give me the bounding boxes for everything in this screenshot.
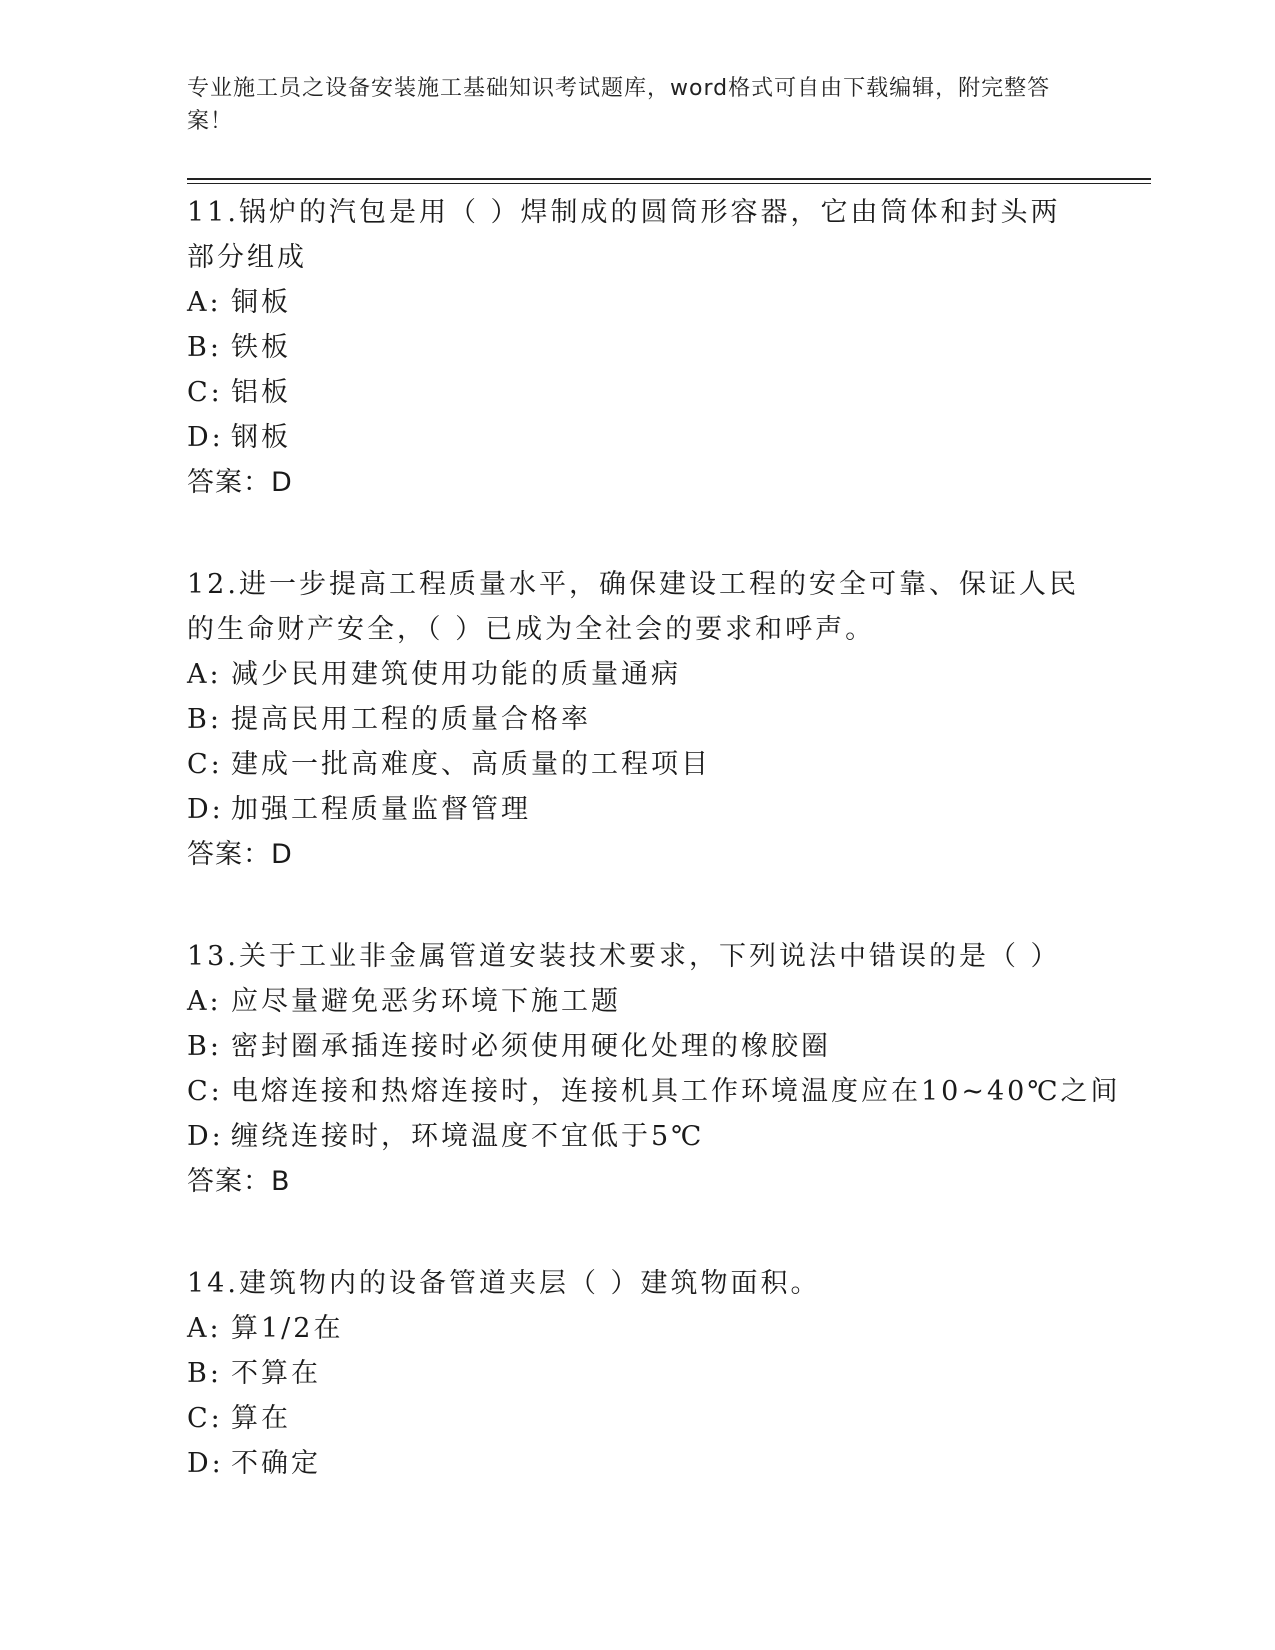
option-text: 铁板 bbox=[231, 332, 291, 363]
option-key: D: bbox=[187, 1448, 224, 1479]
question-12 bbox=[187, 562, 1087, 877]
option-key: C: bbox=[187, 377, 223, 408]
option-key: A: bbox=[187, 287, 222, 318]
option-text: 铝板 bbox=[231, 377, 291, 408]
option-key: D: bbox=[187, 1121, 224, 1152]
answer-value: D bbox=[271, 839, 293, 870]
answer-line bbox=[187, 832, 1087, 877]
option-c bbox=[187, 1069, 1121, 1114]
option-text: 提高民用工程的质量合格率 bbox=[231, 704, 591, 735]
question-13 bbox=[187, 934, 1121, 1204]
option-key: A: bbox=[187, 986, 222, 1017]
option-text: 电熔连接和热熔连接时，连接机具工作环境温度应在10~40℃之间 bbox=[231, 1076, 1121, 1107]
option-text: 减少民用建筑使用功能的质量通病 bbox=[231, 659, 681, 690]
option-text: 铜板 bbox=[231, 287, 291, 318]
answer-value: B bbox=[271, 1166, 291, 1197]
answer-line bbox=[187, 1159, 1087, 1204]
option-key: C: bbox=[187, 1076, 223, 1107]
option-key: C: bbox=[187, 749, 223, 780]
header-rule-thin bbox=[187, 183, 1151, 184]
option-d bbox=[187, 1114, 1087, 1159]
question-text: 12.进一步提高工程质量水平，确保建设工程的安全可靠、保证人民的生命财产安全，（ ）已成为全社会的要求和呼声。 bbox=[187, 569, 1079, 645]
option-b bbox=[187, 325, 1087, 370]
option-key: D: bbox=[187, 422, 224, 453]
option-a bbox=[187, 280, 1087, 325]
header-rule-thick bbox=[187, 178, 1151, 180]
option-text: 应尽量避免恶劣环境下施工题 bbox=[231, 986, 621, 1017]
option-key: D: bbox=[187, 794, 224, 825]
option-c bbox=[187, 742, 1087, 787]
option-d bbox=[187, 787, 1087, 832]
answer-line bbox=[187, 460, 1087, 505]
option-text: 不算在 bbox=[231, 1358, 321, 1389]
option-b bbox=[187, 1351, 1087, 1396]
option-key: B: bbox=[187, 1031, 222, 1062]
option-text: 不确定 bbox=[231, 1448, 321, 1479]
option-c bbox=[187, 1396, 1087, 1441]
option-text: 加强工程质量监督管理 bbox=[231, 794, 531, 825]
option-a bbox=[187, 1306, 1087, 1351]
option-c bbox=[187, 370, 1087, 415]
option-b bbox=[187, 697, 1087, 742]
document-header: 专业施工员之设备安装施工基础知识考试题库，word格式可自由下载编辑，附完整答案！ bbox=[187, 76, 1051, 134]
option-a bbox=[187, 652, 1087, 697]
option-key: A: bbox=[187, 1313, 222, 1344]
answer-label: 答案： bbox=[187, 1166, 271, 1197]
option-key: B: bbox=[187, 1358, 222, 1389]
option-text: 建成一批高难度、高质量的工程项目 bbox=[231, 749, 711, 780]
option-key: C: bbox=[187, 1403, 223, 1434]
option-text: 算在 bbox=[231, 1403, 291, 1434]
option-d bbox=[187, 1441, 1087, 1486]
option-key: B: bbox=[187, 704, 222, 735]
option-text: 密封圈承插连接时必须使用硬化处理的橡胶圈 bbox=[231, 1031, 831, 1062]
answer-label: 答案： bbox=[187, 467, 271, 498]
option-a bbox=[187, 979, 1087, 1024]
question-text: 13.关于工业非金属管道安装技术要求，下列说法中错误的是（ ） bbox=[187, 941, 1061, 972]
option-text: 钢板 bbox=[231, 422, 291, 453]
question-14 bbox=[187, 1261, 1087, 1486]
option-text: 缠绕连接时，环境温度不宜低于5℃ bbox=[231, 1121, 705, 1152]
question-11 bbox=[187, 190, 1087, 505]
option-d bbox=[187, 415, 1087, 460]
option-key: B: bbox=[187, 332, 222, 363]
answer-value: D bbox=[271, 467, 293, 498]
answer-label: 答案： bbox=[187, 839, 271, 870]
option-b bbox=[187, 1024, 1087, 1069]
option-text: 算1/2在 bbox=[231, 1313, 344, 1344]
option-key: A: bbox=[187, 659, 222, 690]
question-text: 11.锅炉的汽包是用（ ）焊制成的圆筒形容器，它由筒体和封头两部分组成 bbox=[187, 197, 1061, 273]
question-list bbox=[187, 190, 1121, 1543]
question-text: 14.建筑物内的设备管道夹层（ ）建筑物面积。 bbox=[187, 1268, 821, 1299]
